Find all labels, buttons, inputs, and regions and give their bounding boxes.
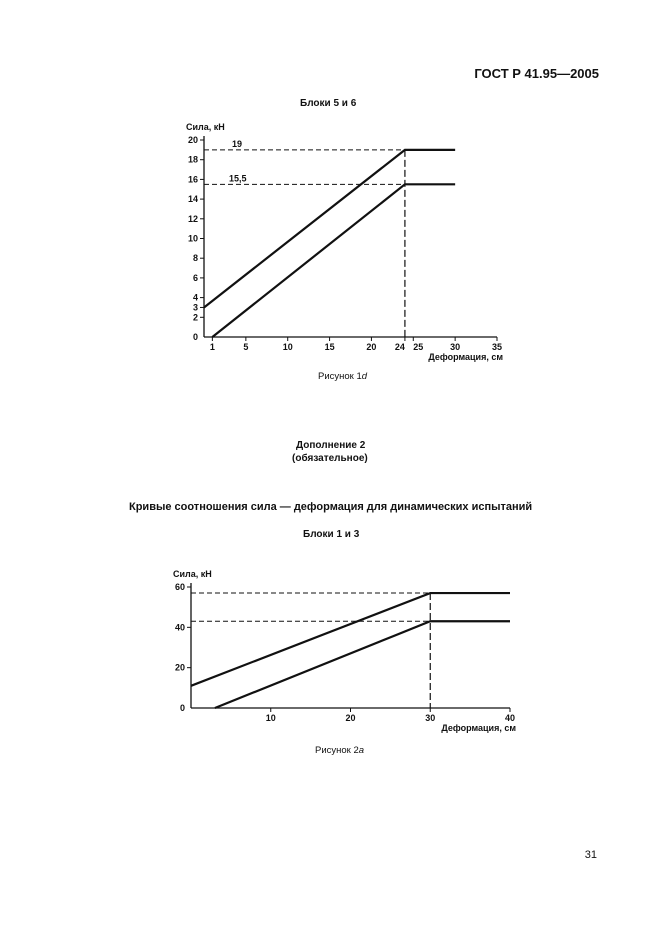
y-axis-label: Сила, кН [173,569,212,579]
y-tick-label: 2 [192,312,198,323]
figure1-caption-prefix: Рисунок 1 [318,371,362,382]
x-tick-label: 15 [324,342,335,352]
figure1-caption [318,371,367,382]
x-axis-label: Деформация, см [428,352,503,362]
y-tick-label: 16 [187,174,198,185]
level-annotation: 19 [232,138,243,149]
y-tick-label: 60 [174,582,185,592]
y-tick-label: 12 [187,213,198,224]
x-tick-label: 10 [265,713,276,723]
series-line-1 [191,593,510,686]
x-tick-label: 1 [209,342,215,352]
series-line-2 [212,184,455,337]
y-tick-label: 18 [187,154,198,165]
x-tick-label: 35 [491,342,503,352]
y-tick-label: 0 [179,703,185,713]
x-tick-label: 30 [425,713,436,723]
y-tick-label: 40 [174,622,185,633]
x-tick-label: 20 [366,342,377,352]
y-axis-label: Сила, кН [186,122,225,132]
y-tick-label: 0 [192,332,198,342]
page-number: 31 [584,849,597,861]
y-tick-label: 20 [187,135,198,145]
y-tick-label: 3 [192,302,198,313]
x-tick-label: 25 [413,342,424,352]
x-axis-label: Деформация, см [441,723,516,733]
figure2-caption-suffix: a [358,745,365,756]
figure1-block-title: Блоки 5 и 6 [300,98,357,109]
level-annotation: 15,5 [229,173,247,184]
x-tick-label: 20 [345,713,356,723]
figure2-caption [315,745,364,756]
y-tick-label: 8 [192,253,198,264]
y-tick-label: 4 [192,292,198,303]
x-tick-label: 40 [504,713,516,723]
appendix-title: Дополнение 2 [296,440,366,451]
y-tick-label: 14 [187,194,198,205]
series-line-2 [215,621,510,708]
y-tick-label: 6 [192,272,198,283]
x-tick-label: 30 [450,342,461,352]
figure2-block-title: Блоки 1 и 3 [303,529,360,540]
appendix-heading: Кривые соотношения сила — деформация для динамических испытаний [129,501,533,513]
y-tick-label: 20 [174,662,185,673]
standard-header: ГОСТ Р 41.95—2005 [474,66,599,81]
appendix-subtitle: (обязательное) [292,453,368,464]
figure1-chart [0,115,661,375]
y-tick-label: 10 [187,233,198,244]
figure1-caption-suffix: d [361,371,368,382]
figure2-chart [0,550,661,750]
x-tick-label: 5 [243,342,249,352]
x-tick-label: 24 [394,342,405,352]
figure2-caption-prefix: Рисунок 2 [315,745,359,756]
x-tick-label: 10 [282,342,293,352]
